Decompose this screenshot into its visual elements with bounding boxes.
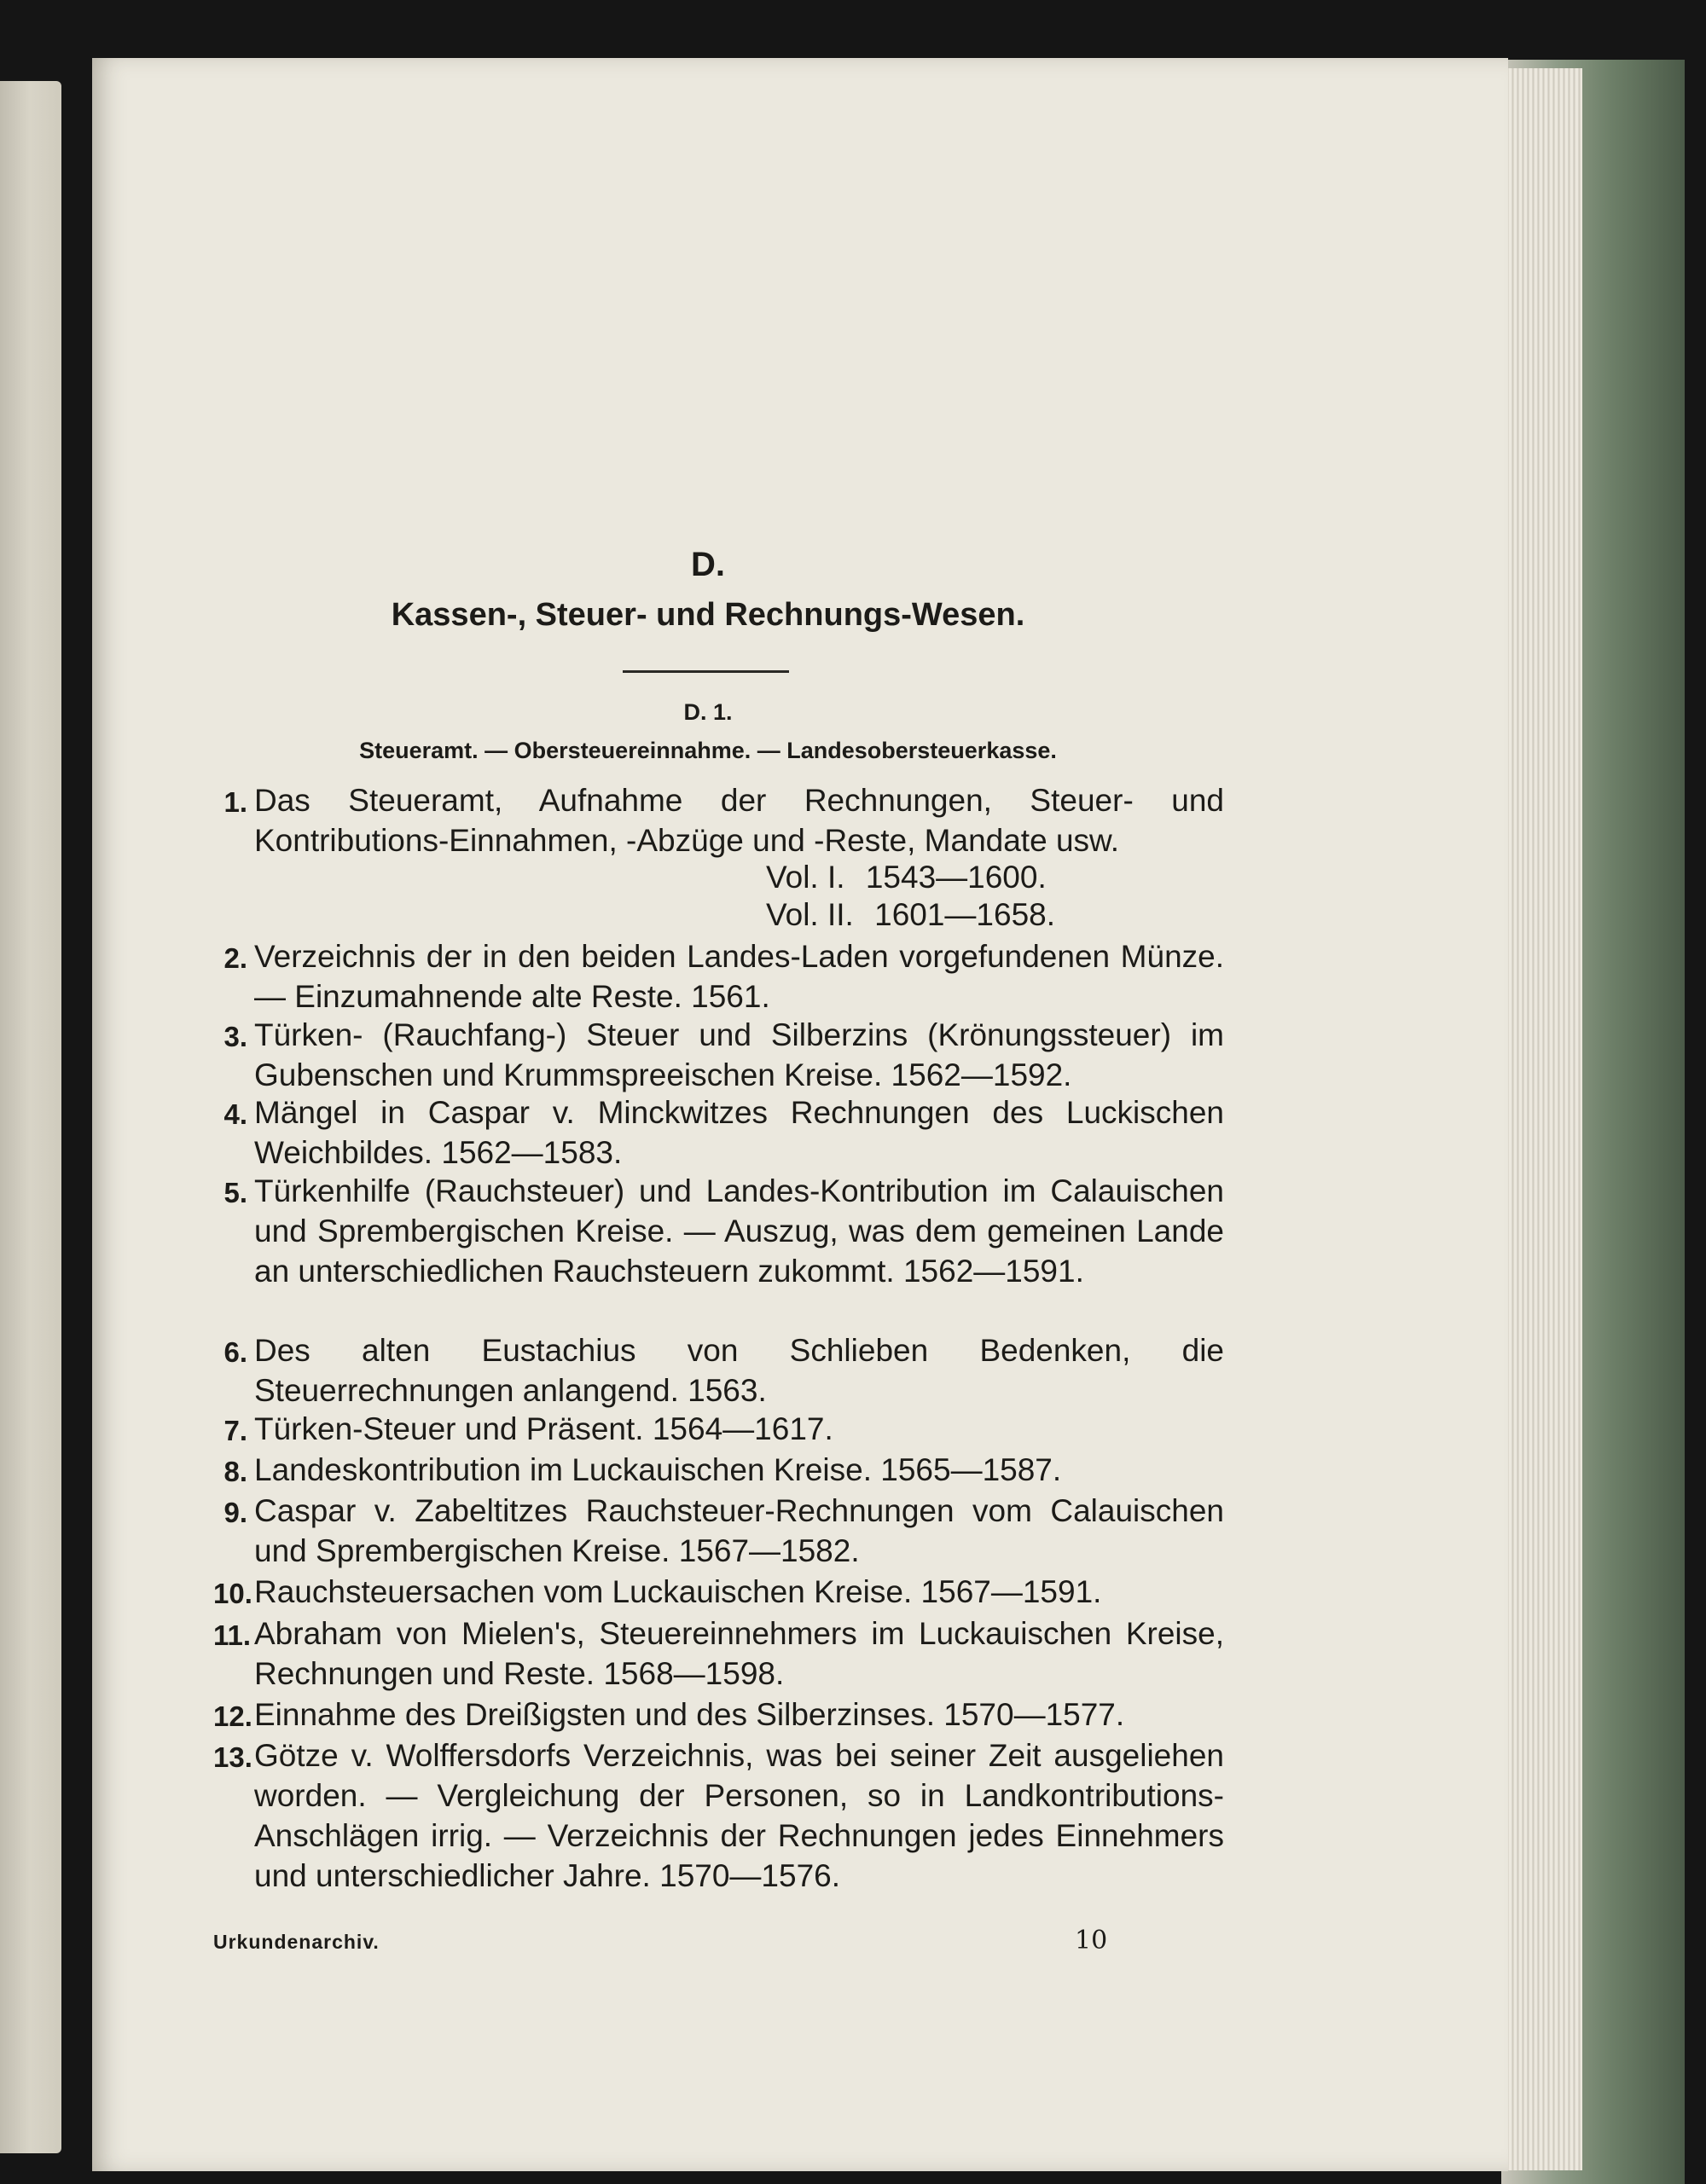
entry-number: 10.	[213, 1578, 252, 1609]
entry-text: Türkenhilfe (Rauchsteuer) und Landes-Kontribution im Calauischen und Sprembergischen Kreise. — Auszug, was dem gemeinen Lande an unterschiedlichen Rauchsteuern zukommt. 1562—1591.	[254, 1173, 1224, 1289]
entry-text: Einnahme des Dreißigsten und des Silberzinses. 1570—1577.	[254, 1697, 1125, 1732]
entry-number: 12.	[213, 1700, 252, 1732]
entry-number: 9.	[223, 1497, 247, 1528]
page-number: 10	[1075, 1926, 1108, 1955]
subsection-title: Steueramt. — Obersteuereinnahme. — Landesobersteuerkasse.	[359, 738, 1057, 763]
entry-text: Rauchsteuersachen vom Luckauischen Kreise. 1567—1591.	[254, 1574, 1102, 1609]
section-rule	[623, 670, 789, 673]
entry-text: Verzeichnis der in den beiden Landes-Laden vorgefundenen Münze. — Einzumahnende alte Reste. 1561.	[254, 939, 1224, 1014]
entry-text: Des alten Eustachius von Schlieben Bedenken, die Steuerrechnungen anlangend. 1563.	[254, 1333, 1224, 1408]
entry-text: Mängel in Caspar v. Minckwitzes Rechnungen des Luckischen Weichbildes. 1562—1583.	[254, 1095, 1224, 1170]
section-letter: D.	[691, 546, 725, 583]
entry-number: 13.	[213, 1741, 252, 1773]
entry-number: 5.	[223, 1177, 247, 1208]
section-title: Kassen-, Steuer- und Rechnungs-Wesen.	[391, 597, 1025, 633]
entry-text: Landeskontribution im Luckauischen Kreise. 1565—1587.	[254, 1452, 1062, 1487]
entry-number: 1.	[223, 786, 247, 818]
entry-number: 11.	[213, 1619, 252, 1651]
volume-years: 1543—1600.	[865, 860, 1047, 895]
volume-label: Vol. II.	[766, 897, 854, 932]
entry-text: Götze v. Wolffersdorfs Verzeichnis, was bei seiner Zeit ausgeliehen worden. — Vergleichung der Personen, so in Landkontributions-Anschlägen irrig. — Verzeichnis der Rechnungen jedes Einnehmers und unterschiedlicher Jahre. 1570—1576.	[254, 1738, 1224, 1893]
volume-line	[766, 860, 1047, 895]
footer-label: Urkundenarchiv.	[213, 1931, 380, 1953]
entry-text: Türken- (Rauchfang-) Steuer und Silberzins (Krönungssteuer) im Gubenschen und Krummspreeischen Kreise. 1562—1592.	[254, 1017, 1224, 1092]
entry-number: 3.	[223, 1021, 247, 1052]
entry-number: 2.	[223, 942, 247, 974]
entry-number: 8.	[223, 1456, 247, 1487]
entry-text: Caspar v. Zabeltitzes Rauchsteuer-Rechnungen vom Calauischen und Sprembergischen Kreise. 1567—1582.	[254, 1493, 1224, 1568]
entry-text: Das Steueramt, Aufnahme der Rechnungen, Steuer- und Kontributions-Einnahmen, -Abzüge und -Reste, Mandate usw.	[254, 783, 1224, 858]
entry-number: 4.	[223, 1098, 247, 1130]
volume-line	[766, 897, 1055, 933]
entry-number: 7.	[223, 1415, 247, 1446]
entry-text: Türken-Steuer und Präsent. 1564—1617.	[254, 1411, 833, 1446]
volume-years: 1601—1658.	[874, 897, 1056, 932]
entry-number: 6.	[223, 1336, 247, 1368]
subsection-number: D. 1.	[683, 699, 733, 725]
volume-label: Vol. I.	[766, 860, 845, 895]
entry-text: Abraham von Mielen's, Steuereinnehmers im Luckauischen Kreise, Rechnungen und Reste. 1568—1598.	[254, 1616, 1224, 1691]
